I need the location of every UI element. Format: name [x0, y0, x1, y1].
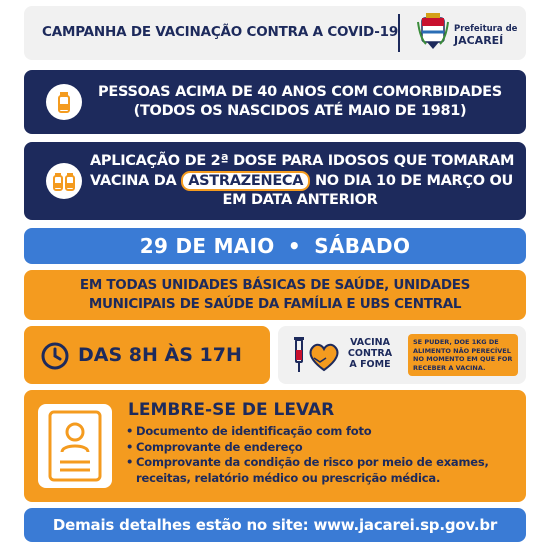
list-item	[126, 440, 489, 456]
locations-line1: EM TODAS UNIDADES BÁSICAS DE SAÚDE, UNIDADES	[79, 277, 471, 293]
second-dose-line3: EM DATA ANTERIOR	[222, 192, 378, 208]
list-item-continuation: receitas, relatório médico ou prescrição médica.	[136, 470, 441, 485]
id-card-icon	[38, 404, 112, 488]
list-item	[126, 424, 489, 440]
date-bar	[24, 228, 526, 264]
city-crest-icon	[416, 12, 450, 52]
fome-label-line3: A FOME	[349, 359, 391, 370]
bullet: •	[126, 439, 134, 454]
event-weekday: SÁBADO	[314, 234, 411, 258]
header-divider	[398, 14, 400, 52]
second-dose-line2	[90, 171, 513, 191]
second-dose-line2-before: VACINA DA	[90, 173, 177, 189]
second-dose-line2-after: NO DIA 10 DE MARÇO OU	[314, 173, 513, 189]
food-donation-note: SE PUDER, DOE 1KG DE ALIMENTO NÃO PERECÍVEL NO MOMENTO EM QUE FOR RECEBER A VACINA.	[408, 334, 518, 376]
remember-item-risk: Comprovante da condição de risco por meio de exames,	[136, 455, 489, 469]
remember-item-id: Documento de identificação com foto	[136, 424, 372, 438]
locations-box	[24, 270, 526, 320]
comorbidities-box	[24, 70, 526, 134]
date-separator: •	[287, 234, 301, 258]
remember-box	[24, 390, 526, 502]
comorbidities-line1: PESSOAS ACIMA DE 40 ANOS COM COMORBIDADES	[98, 84, 502, 100]
remember-title: LEMBRE-SE DE LEVAR	[128, 400, 335, 420]
event-date: 29 DE MAIO	[139, 234, 275, 258]
remember-list	[126, 424, 489, 486]
second-dose-line1: APLICAÇÃO DE 2ª DOSE PARA IDOSOS QUE TOMARAM	[90, 153, 515, 169]
vaccine-vial-icon	[46, 84, 82, 120]
city-name: JACAREÍ	[454, 34, 504, 47]
locations-line2: MUNICIPAIS DE SAÚDE DA FAMÍLIA E UBS CENTRAL	[88, 296, 462, 312]
bullet: •	[126, 455, 134, 469]
footer-website-bar[interactable]	[24, 508, 526, 542]
footer-text[interactable]: Demais detalhes estão no site: www.jacarei.sp.gov.br	[52, 516, 498, 534]
campaign-title: CAMPANHA DE VACINAÇÃO CONTRA A COVID-19	[42, 24, 399, 40]
two-vials-icon	[46, 163, 82, 199]
fome-label-line2: CONTRA	[347, 348, 393, 359]
vacina-contra-fome-box	[278, 326, 526, 384]
bullet: •	[126, 424, 134, 438]
hours-box	[24, 326, 270, 384]
fome-campaign-label	[344, 337, 396, 370]
astrazeneca-badge: ASTRAZENECA	[181, 171, 310, 191]
second-dose-box	[24, 142, 526, 220]
syringe-heart-hands-icon	[288, 334, 342, 376]
remember-item-address: Comprovante de endereço	[136, 439, 303, 454]
comorbidities-line2: (TODOS OS NASCIDOS ATÉ MAIO DE 1981)	[133, 103, 467, 119]
header-bar	[24, 6, 526, 60]
hours-text: DAS 8H ÀS 17H	[78, 344, 242, 366]
fome-label-line1: VACINA	[350, 337, 390, 348]
prefeitura-label: Prefeitura de	[454, 24, 518, 34]
list-item	[126, 455, 489, 471]
clock-icon	[40, 341, 70, 371]
